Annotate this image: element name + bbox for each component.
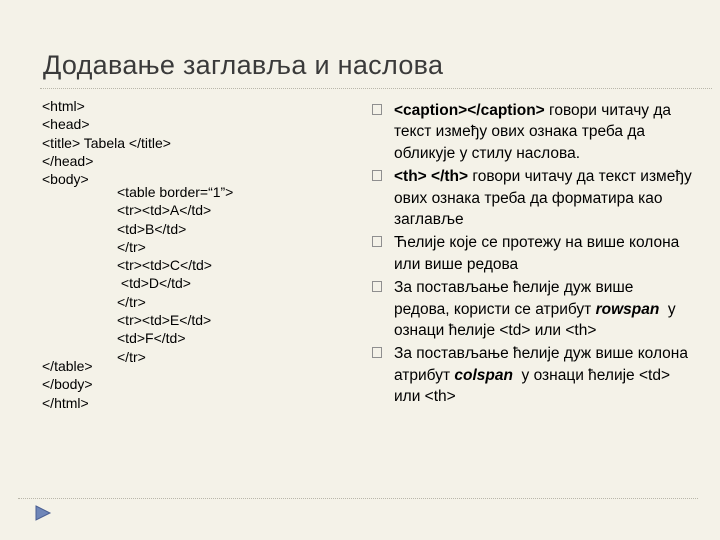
code-line: <tr><td>A</td> (117, 202, 212, 219)
code-line: <title> Tabela </title> (42, 134, 171, 151)
bullet-text: говори читачу да текст између ових ознака треба да обликује у стилу наслова. (394, 102, 671, 162)
bullet-text: говори читачу да текст између ових ознака треба да форматира као заглавље (394, 168, 692, 229)
code-line: <head> (42, 116, 90, 133)
code-block-tail (42, 357, 93, 412)
bullet-marker-icon (372, 347, 382, 358)
bullet-item (372, 277, 692, 341)
bullet-text: За постављање ћелије дуж више редова, користи се атрибут (394, 279, 634, 318)
code-line: </tr> (117, 238, 146, 255)
code-line: </body> (42, 376, 93, 393)
bullet-strong: <caption></caption> (394, 102, 545, 119)
bullet-item (372, 100, 692, 164)
bullet-item (372, 166, 692, 230)
code-line: <td>B</td> (117, 220, 187, 237)
code-line: <td>D</td> (117, 275, 191, 292)
bullet-text: Ћелије које се протежу на више колона или више редова (394, 234, 680, 273)
code-block-head (42, 97, 171, 188)
bullet-item (372, 343, 692, 407)
bullet-text: у ознаци ћелије <td> или <th> (394, 300, 680, 340)
code-line: <table border=“1”> (117, 184, 234, 200)
code-line: </head> (42, 152, 94, 169)
code-line: <tr><td>C</td> (117, 257, 212, 274)
bullet-list (372, 100, 692, 408)
code-line: <td>F</td> (117, 330, 186, 347)
bullet-text: у ознаци ћелије <td> или <th> (394, 366, 675, 406)
bullet-marker-icon (372, 236, 382, 247)
bullet-item (372, 232, 692, 275)
title-divider (40, 88, 712, 89)
play-arrow-icon[interactable] (34, 505, 52, 521)
code-line: </tr> (117, 348, 146, 365)
code-line: </tr> (117, 293, 146, 310)
footer-divider (18, 498, 698, 499)
code-line: <body> (42, 171, 89, 188)
bullet-marker-icon (372, 104, 382, 115)
code-line: </html> (42, 394, 89, 411)
slide-title: Додавање заглавља и наслова (43, 50, 444, 80)
bullet-marker-icon (372, 170, 382, 181)
bullet-attribute: rowspan (595, 300, 660, 318)
bullet-attribute: colspan (454, 366, 513, 384)
bullet-strong: <th> </th> (394, 168, 469, 186)
code-block-table (117, 183, 233, 366)
bullet-text: За постављање ћелије дуж више колона атрибут (394, 345, 688, 384)
code-line: <html> (42, 98, 85, 114)
code-line: <tr><td>E</td> (117, 312, 212, 329)
bullet-marker-icon (372, 281, 382, 292)
code-line: </table> (42, 358, 93, 374)
